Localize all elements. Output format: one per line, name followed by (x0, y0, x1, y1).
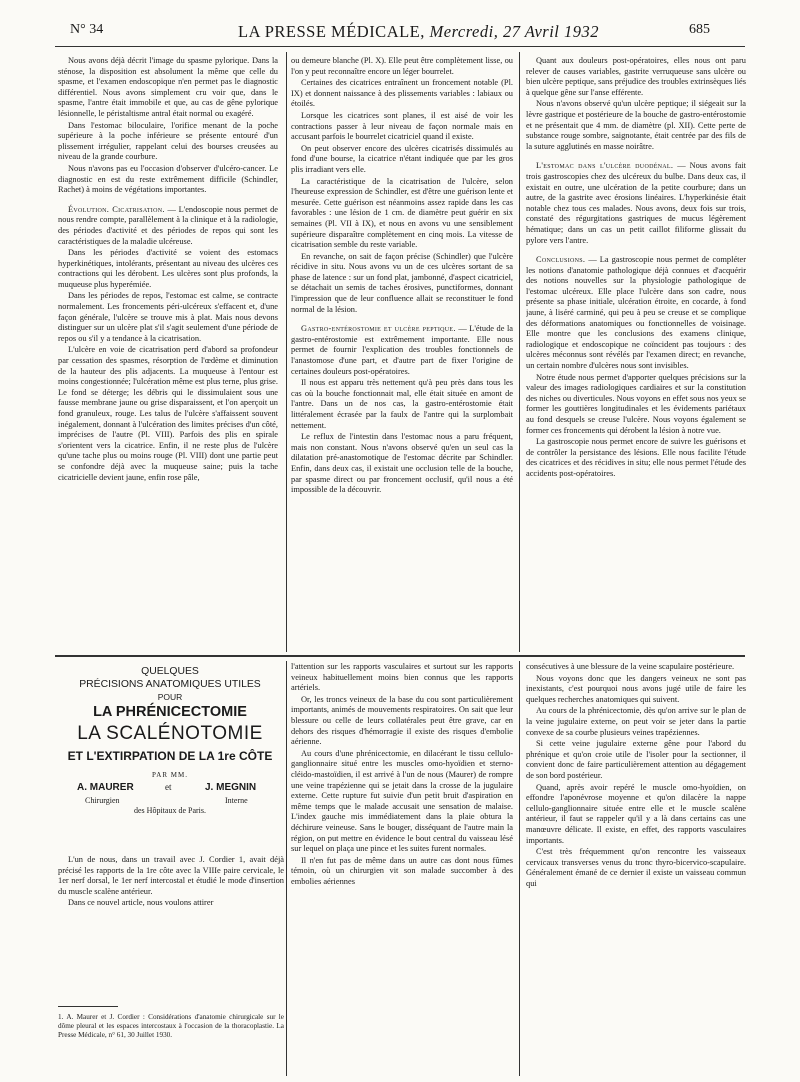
paragraph: Nous avons déjà décrit l'image du spasme pylorique. Dans la sténose, la disposition est absolument la même que celle du spasme, et l'examen endoscopique n'en permet pas le diagnostic différentiel. Nous avons simplement cru voir que, dans le spasme, l'antre était immobile et que, au cas de gêne pylorique lésionnelle, le péristaltisme antral était normal ou exagéré. (58, 56, 278, 118)
paragraph: Nous n'avons pas eu l'occasion d'observer d'ulcéro-cancer. Le diagnostic en est du reste extrêmement difficile (Schindler, Rachet) à moins de végétations importantes. (58, 163, 278, 195)
paragraph: Le reflux de l'intestin dans l'estomac nous a paru fréquent, mais non constant. Nous n'avons observé qu'en un seul cas la dilatation pré-anastomotique de l'estomac décrite par Schindler. Enfin, dans deux cas, il existait une occlusion telle de la bouche, par spasme direct ou par froncement occlusif, qu'il nous a été impossible de la découvrir. (291, 432, 513, 495)
header-rule (55, 46, 745, 47)
article-separator (55, 655, 745, 657)
journal-title (238, 22, 599, 42)
title-line: ET L'EXTIRPATION DE LA 1re CÔTE (67, 749, 273, 763)
title-line: QUELQUES (141, 666, 199, 677)
section-text: — La gastroscopie nous permet de compléter les notions d'anatomie pathologique déjà connues et d'acquérir des notions nouvelles sur la physiologie pathologique de l'estomac ulcéreux. Elle place l'ulcère dans son cadre, nous présente sa phase initiale, ulcération étroite, en cocarde, à fond jaune, à liséré carminé, qui peu à peu se creuse et se complique des déformations anatomiques ou fonctionnelles de voisinage. Elle montre que les conclusions des examens clinique, radiologique et endoscopique ne coïncident pas toujours : des ulcères méconnus sont révélés par l'examen direct; en revanche, un certain nombre d'ulcères nous sont invisibles. (526, 255, 746, 371)
author-role: Chirurgien (85, 796, 120, 805)
footnote: 1. A. Maurer et J. Cordier : Considérations d'anatomie chirurgicale sur le dôme pleural et les espaces intercostaux à l'occasion de la thoracoplastie. La Presse Médicale, n° 61, 30 Juillet 1930. (58, 1013, 284, 1040)
title-line: LA SCALÉNOTOMIE (77, 723, 263, 744)
paragraph: Or, les troncs veineux de la base du cou sont particulièrement importants, animés de mouvements respiratoires. On sait que leur blessure ou celle de leurs collatérales peut être grave, car en dehors des risques d'hémorragie il existe des risques d'embolie aérienne. (291, 694, 513, 747)
paragraph: La caractéristique de la cicatrisation de l'ulcère, selon l'heureuse expression de Schindler, est d'être une guérison lente et mesurée. Cette guérison est néanmoins assez rapide dans les cas favorables : une lésion de 1 cm. de diamètre peut guérir en six semaines (Pl. VII à IX), et nous en avons vu une sensiblement supérieure disparaître complètement en cinq mois. La vitesse de cicatrisation semble du reste variable. (291, 176, 513, 250)
section-duodenal (526, 161, 746, 246)
article2-column-1 (58, 855, 284, 960)
column-divider (519, 52, 520, 652)
section-text: — L'endoscopie nous permet de nous rendre compte, parallèlement à la clinique et à la radiologie, des périodes d'activité et des périodes de repos qui sont les caractéristiques de la maladie ulcéreuse. (58, 204, 278, 246)
title-line: LA PHRÉNICECTOMIE (93, 704, 247, 720)
author-name: J. MEGNIN (205, 782, 257, 793)
author-institution: des Hôpitaux de Paris. (134, 806, 206, 815)
article1-column-1 (58, 56, 278, 651)
byline-par: PAR MM. (152, 771, 188, 779)
paragraph: Il nous est apparu très nettement qu'à peu près dans tous les cas où la bouche fonctionnait mal, elle était située en amont de l'antre. Dans un de nos cas, la gastro-entérostomie était littéralement écrasée par la faulx de l'antre qui la surplombait nettement. (291, 378, 513, 430)
section-heading: Conclusions. (536, 255, 586, 265)
paragraph: Nous voyons donc que les dangers veineux ne sont pas inexistants, c'est pourquoi nous avons jugé utile de faire les quelques recherches anatomiques qui suivent. (526, 673, 746, 704)
paragraph: Au cours de la phrénicectomie, dès qu'on arrive sur le plan de la veine jugulaire externe, on peut voir se jeter dans la partie convexe de sa courbe plusieurs veines trapéziennes. (526, 706, 746, 737)
page-number: 685 (689, 22, 710, 37)
section-text: — L'étude de la gastro-entérostomie est extrêmement importante. Elle nous permet de fournir l'explication des troubles fonctionnels de l'anastomose d'une part, et d'autre part de fixer l'origine de certaines douleurs post-opératoires. (291, 324, 513, 376)
section-evolution (58, 205, 278, 247)
paragraph: C'est très fréquemment qu'on rencontre les vaisseaux cervicaux transverses venus du tronc thyro-bicervico-scapulaire. Généralement émané de ce dernier il existe un vaisseau commun qui (526, 847, 746, 888)
title-line: PRÉCISIONS ANATOMIQUES UTILES (79, 679, 261, 690)
paragraph: Quant aux douleurs post-opératoires, elles nous ont paru relever de causes variables, gastrite verruqueuse sans ulcère ou bien ulcère peptique, sans préjudice des troubles extrinsèques liés à quelque gêne sur l'anse efférente. (526, 56, 746, 97)
paragraph: ou demeure blanche (Pl. X). Elle peut être complètement lisse, ou l'on y peut reconnaître encore un léger bourrelet. (291, 56, 513, 76)
paragraph: Nous n'avons observé qu'un ulcère peptique; il siégeait sur la lèvre gastrique et postérieure de la bouche de gastro-entérostomie et ne présentait que 4 mm. de diamètre (pl. XII). Cette perte de substance rouge sombre, saignotante, était centrée par des fils de la suture agglutinés en masse noirâtre. (526, 99, 746, 151)
paragraph: Si cette veine jugulaire externe gêne pour l'abord du phrénique et qu'on croie utile de l'isoler pour la sectionner, il convient donc de faire particulièrement attention au dégagement de son bord postérieur. (526, 739, 746, 780)
author-role: Interne (225, 796, 248, 805)
paragraph: Lorsque les cicatrices sont planes, il est aisé de voir les contractions passer à leur niveau de façon normale mais en accusant parfois le bourrelet cicatriciel quand il existe. (291, 110, 513, 142)
paragraph: En revanche, on sait de façon précise (Schindler) que l'ulcère récidive in situ. Nous avons vu un de ces ulcères sortant de sa phase de latence : sur un fond plat, jambonné, d'aspect cicatriciel, se détachait un semis de taches érosives, punctiformes, donnant l'impression que de leur confluence allait se reconstituer le fond normal de la lésion. (291, 251, 513, 314)
paragraph: Quand, après avoir repéré le muscle omo-hyoïdien, on effondre l'aponévrose moyenne et qu'on dilacère la nappe cellulo-ganglionnaire située entre elle et le muscle scalène antérieur, il faut se rappeler qu'il y a là dans certains cas une manœuvre délicate. Il existe, en effet, des rapports vasculaires importants. (526, 782, 746, 845)
page-header (70, 22, 710, 44)
footnote-rule (58, 1006, 118, 1007)
issue-date: Mercredi, 27 Avril 1932 (429, 22, 599, 41)
section-heading: L'estomac dans l'ulcère duodénal. (536, 161, 674, 171)
paragraph: L'ulcère en voie de cicatrisation perd d'abord sa profondeur par cessation des spasmes, résorption de l'œdème et diminution de la hauteur des plis adjacents. La muqueuse à l'entour est moins congestionnée; l'ulcération même est plus terne, plus grise. Le fond se déterge; les débris qui le dissimulaient sous une fausse membrane jaune ou grise disparaissent, et l'on aperçoit un fond granuleux, rouge. Les talus de l'ulcère s'affaissent souvent inégalement, donnant à l'ulcération des limites précises d'un côté, imprécises de l'autre (Pl. VIII). Parfois des plis en spirale s'orientent vers la cicatrice. Enfin, il ne reste plus de l'ulcère qu'une tache plus ou moins rouge (Pl. VIII) dont une partie peut se confondre déjà avec la muqueuse saine; puis la tache cicatricielle devient jaune, enfin rose pâle, (58, 345, 278, 482)
column-divider (286, 661, 287, 1076)
paragraph: La gastroscopie nous permet encore de suivre les guérisons et de contrôler la persistance des lésions. Elle nous facilite l'étude des cicatrices et des récidives in situ; elle nous permet l'étude des accidents post-opératoires. (526, 437, 746, 478)
section-heading: Évolution. Cicatrisation. (68, 204, 165, 214)
article1-column-3 (526, 56, 746, 651)
article2-column-3 (526, 662, 746, 1076)
paragraph: L'un de nous, dans un travail avec J. Cordier 1, avait déjà précisé les rapports de la 1re côte avec la VIIIe paire cervicale, le 1er nerf dorsal, le 1er nerf intercostal et étudié le mode d'insertion du muscle scalène antérieur. (58, 855, 284, 896)
title-line: POUR (157, 692, 183, 702)
paragraph: On peut observer encore des ulcères cicatrisés dissimulés au fond d'une bourse, la cicatrice n'étant indiquée que par les gros plis irradiant vers elle. (291, 143, 513, 174)
paragraph: Dans les périodes d'activité se voient des estomacs hyperkinétiques, intolérants, présentant au niveau des ulcères ces contractions qui les dérobent. Les ulcères sont plus profonds, la muqueuse plus hyperémiée. (58, 248, 278, 289)
issue-number: N° 34 (70, 22, 104, 37)
paragraph: Certaines des cicatrices entraînent un froncement notable (Pl. IX) et donnent naissance à des plissements variables : labiaux ou étoilés. (291, 78, 513, 109)
section-conclusions (526, 255, 746, 372)
column-divider (286, 52, 287, 652)
section-gastro (291, 324, 513, 377)
author-name: A. MAURER (77, 782, 134, 793)
paragraph: Dans ce nouvel article, nous voulons attirer (68, 898, 214, 908)
column-divider (519, 661, 520, 1076)
article2-title-block (55, 665, 285, 820)
paragraph: consécutives à une blessure de la veine scapulaire postérieure. (526, 662, 735, 671)
paragraph: Il n'en fut pas de même dans un autre cas dont nous fûmes témoin, où un chirurgien vit son malade succomber à des embolies aériennes (291, 855, 513, 886)
paragraph: l'attention sur les rapports vasculaires et surtout sur les rapports veineux habituellement moins bien connus que les rapports artériels. (291, 662, 513, 693)
section-text: — Nous avons fait trois gastroscopies chez des ulcéreux du bulbe. Dans deux cas, il existait en outre, une ulcération de la petite courbure; dans un autre, de la gastrite avec érosions linéaires. L'hyperkinésie était notable chez tous ces malades. Nous avons, deux fois sur trois, constaté des régurgitations gastriques de mucus légèrement hématique; dans un cas un petit caillot filiforme glissait du pylore vers l'antre. (526, 161, 746, 245)
paragraph: Dans les périodes de repos, l'estomac est calme, se contracte normalement. Les froncements péri-ulcéreux s'effacent et, d'une façon générale, l'ulcère se trouve mis à plat. Mais nous devons distinguer sur un ulcère plat s'il s'agit seulement d'une période de repos ou s'il y a tendance à la cicatrisation. (58, 291, 278, 343)
paragraph: Notre étude nous permet d'apporter quelques précisions sur la valeur des images radiologiques cardiaires et sur la constitution des niches ou diverticules. Nous voyons en effet sous nos yeux se former les gouttières longitudinales et les évidements pariétaux au fond desquels se creuse l'ulcère. Nous voyons également se former ces froncements qui dérobent la lésion à notre vue. (526, 372, 746, 435)
author-block (55, 782, 285, 820)
paragraph: Au cours d'une phrénicectomie, en dilacérant le tissu cellulo-ganglionnaire situé entre les muscles omo-hyoïdien et sterno-cléido-mastoïdien, il est arrivé à l'un de nous (Maurer) de rompre une veine trapézienne qui se jetait dans la crosse de la jugulaire externe. Cette rupture fut suivie d'un petit bruit d'aspiration en même temps que le malade accusait une sensation de malaise. L'index gauche mis immédiatement dans la plaie obtura la déchirure veineuse. Sans le bouger, disséquant de l'autre main la région, on put mettre en évidence le bout central du vaisseau lésé sur lequel on plaça une pince et les suites furent normales. (291, 748, 513, 854)
section-heading: Gastro-entérostomie et ulcère peptique. (301, 324, 456, 334)
article1-column-2 (291, 56, 513, 651)
paragraph: Dans l'estomac biloculaire, l'orifice menant de la poche supérieure à la poche inférieure se présente entouré d'un plissement irrégulier, rappelant celui des bourses creusées au niveau de la grande courbure. (58, 120, 278, 162)
journal-name: LA PRESSE MÉDICALE, (238, 22, 425, 41)
author-conjunction: et (165, 782, 172, 792)
article2-column-2 (291, 662, 513, 1076)
